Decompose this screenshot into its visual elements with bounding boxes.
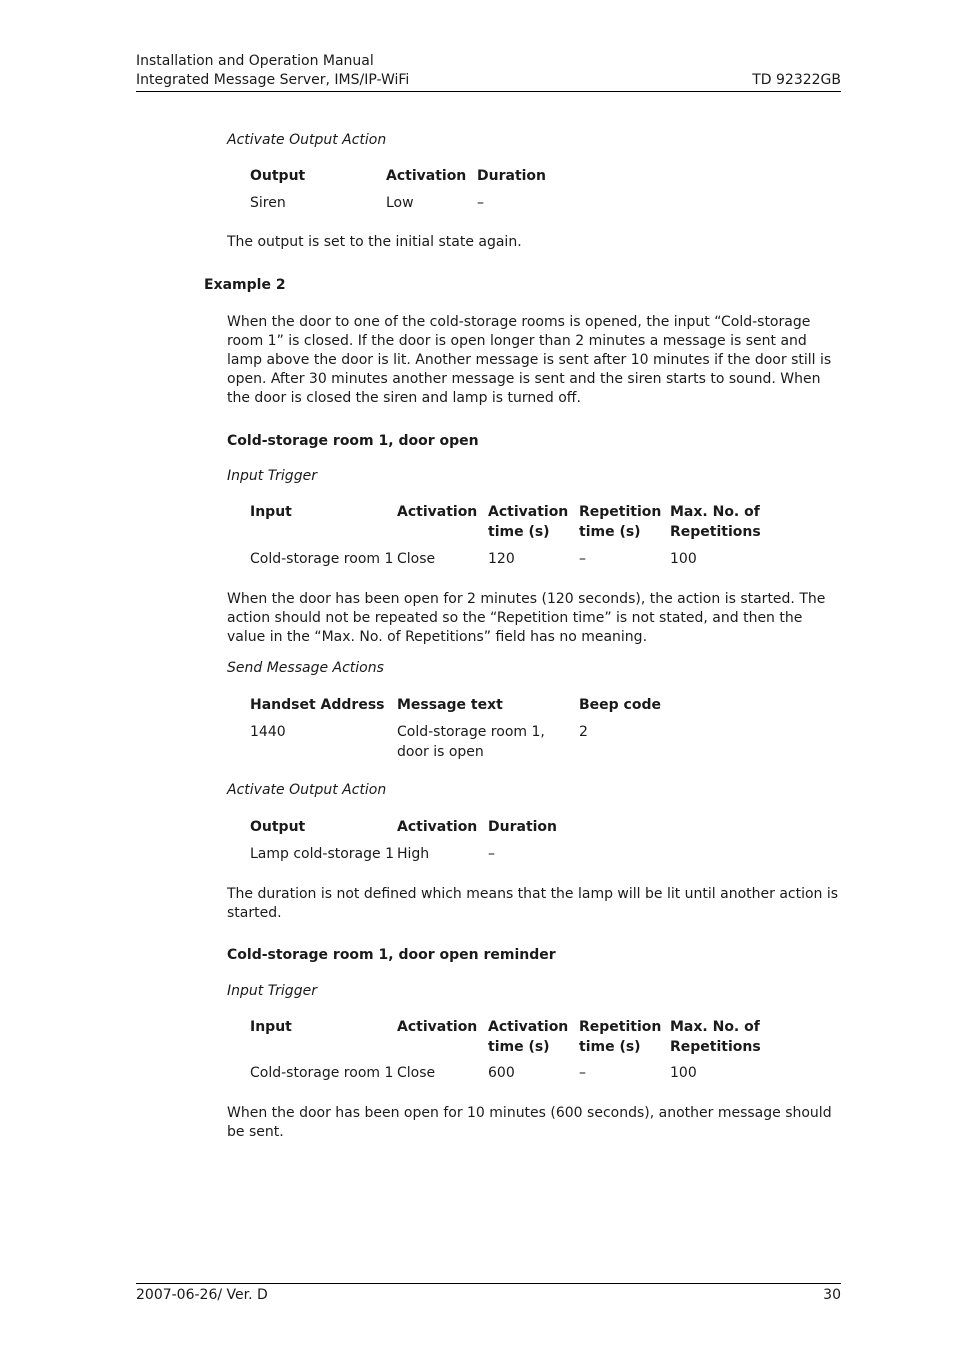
heading-door-open: Cold-storage room 1, door open bbox=[227, 433, 479, 449]
td-duration: – bbox=[477, 195, 484, 211]
caption-send-message: Send Message Actions bbox=[227, 660, 384, 676]
td-activation-time: 120 bbox=[488, 551, 515, 567]
td-activation: Close bbox=[397, 1065, 436, 1081]
td-max-repetitions: 100 bbox=[670, 551, 697, 567]
th-activation: Activation bbox=[397, 504, 478, 520]
paragraph-example-2-intro: When the door to one of the cold-storage rooms is opened, the input “Cold-storage room 1” is closed. If the door is open longer than 2 minutes a message is sent and lamp above the door is lit. Another message is sent after 10 minutes if the door still is open. After 30 minutes another message is sent and the siren starts to sound. When the door is closed the siren and lamp is turned off. bbox=[227, 314, 832, 406]
th-duration: Duration bbox=[477, 168, 547, 184]
paragraph-output-note: The duration is not defined which means that the lamp will be lit until another action is started. bbox=[227, 886, 839, 921]
th-beep-code: Beep code bbox=[579, 697, 661, 713]
th-max-repetitions bbox=[670, 503, 761, 542]
td-activation: Close bbox=[397, 551, 436, 567]
th-activation-time-line2: time (s) bbox=[488, 1038, 550, 1055]
td-message-text bbox=[397, 723, 545, 762]
th-activation-time-line2: time (s) bbox=[488, 523, 550, 540]
td-input: Cold-storage room 1 bbox=[250, 1065, 394, 1081]
heading-example-2: Example 2 bbox=[204, 277, 286, 293]
caption-activate-output-2: Activate Output Action bbox=[227, 782, 387, 798]
th-repetition-time-line2: time (s) bbox=[579, 1038, 641, 1055]
paragraph-trigger-note: When the door has been open for 2 minutes (120 seconds), the action is started. The action should not be repeated so the “Repetition time” is not stated, and then the value in the “Max. No. of Repetitions” field has no meaning. bbox=[227, 591, 826, 645]
td-message-text-line2: door is open bbox=[397, 743, 484, 760]
th-activation-time-line1: Activation bbox=[488, 1019, 569, 1035]
th-max-repetitions bbox=[670, 1018, 761, 1057]
th-activation-time bbox=[488, 503, 568, 542]
td-handset-address: 1440 bbox=[250, 724, 286, 740]
th-repetition-time-line1: Repetition bbox=[579, 1019, 662, 1035]
td-repetition-time: – bbox=[579, 551, 586, 567]
caption-input-trigger-1: Input Trigger bbox=[227, 468, 317, 484]
th-activation: Activation bbox=[386, 168, 467, 184]
heading-door-open-reminder: Cold-storage room 1, door open reminder bbox=[227, 947, 556, 963]
td-activation: High bbox=[397, 846, 430, 862]
th-repetition-time bbox=[579, 503, 661, 542]
th-output: Output bbox=[250, 168, 306, 184]
th-output: Output bbox=[250, 819, 306, 835]
th-repetition-time bbox=[579, 1018, 661, 1057]
td-activation: Low bbox=[386, 195, 414, 211]
th-max-repetitions-line1: Max. No. of bbox=[670, 504, 760, 520]
td-output: Lamp cold-storage 1 bbox=[250, 846, 394, 862]
th-activation: Activation bbox=[397, 819, 478, 835]
th-activation-time bbox=[488, 1018, 568, 1057]
paragraph-reminder-note: When the door has been open for 10 minutes (600 seconds), another message should be sent. bbox=[227, 1105, 832, 1140]
th-input: Input bbox=[250, 504, 292, 520]
th-max-repetitions-line2: Repetitions bbox=[670, 523, 761, 540]
th-input: Input bbox=[250, 1019, 292, 1035]
header-doc-id: TD 92322GB bbox=[752, 72, 841, 88]
th-activation: Activation bbox=[397, 1019, 478, 1035]
td-beep-code: 2 bbox=[579, 724, 588, 740]
th-repetition-time-line2: time (s) bbox=[579, 523, 641, 540]
caption-input-trigger-2: Input Trigger bbox=[227, 983, 317, 999]
th-repetition-time-line1: Repetition bbox=[579, 504, 662, 520]
footer-page-number: 30 bbox=[823, 1287, 841, 1303]
header-product-name: Integrated Message Server, IMS/IP-WiFi bbox=[136, 72, 410, 88]
th-max-repetitions-line1: Max. No. of bbox=[670, 1019, 760, 1035]
header-manual-title: Installation and Operation Manual bbox=[136, 53, 374, 69]
th-duration: Duration bbox=[488, 819, 558, 835]
th-message-text: Message text bbox=[397, 697, 503, 713]
td-repetition-time: – bbox=[579, 1065, 586, 1081]
header-rule bbox=[136, 91, 841, 92]
td-input: Cold-storage room 1 bbox=[250, 551, 394, 567]
th-max-repetitions-line2: Repetitions bbox=[670, 1038, 761, 1055]
footer-date-version: 2007-06-26/ Ver. D bbox=[136, 1287, 268, 1303]
footer-rule bbox=[136, 1283, 841, 1284]
td-max-repetitions: 100 bbox=[670, 1065, 697, 1081]
note-initial-state: The output is set to the initial state again. bbox=[227, 234, 522, 250]
td-output: Siren bbox=[250, 195, 286, 211]
td-duration: – bbox=[488, 846, 495, 862]
td-activation-time: 600 bbox=[488, 1065, 515, 1081]
th-activation-time-line1: Activation bbox=[488, 504, 569, 520]
th-handset-address: Handset Address bbox=[250, 697, 385, 713]
td-message-text-line1: Cold-storage room 1, bbox=[397, 724, 545, 740]
caption-activate-output-1: Activate Output Action bbox=[227, 132, 387, 148]
